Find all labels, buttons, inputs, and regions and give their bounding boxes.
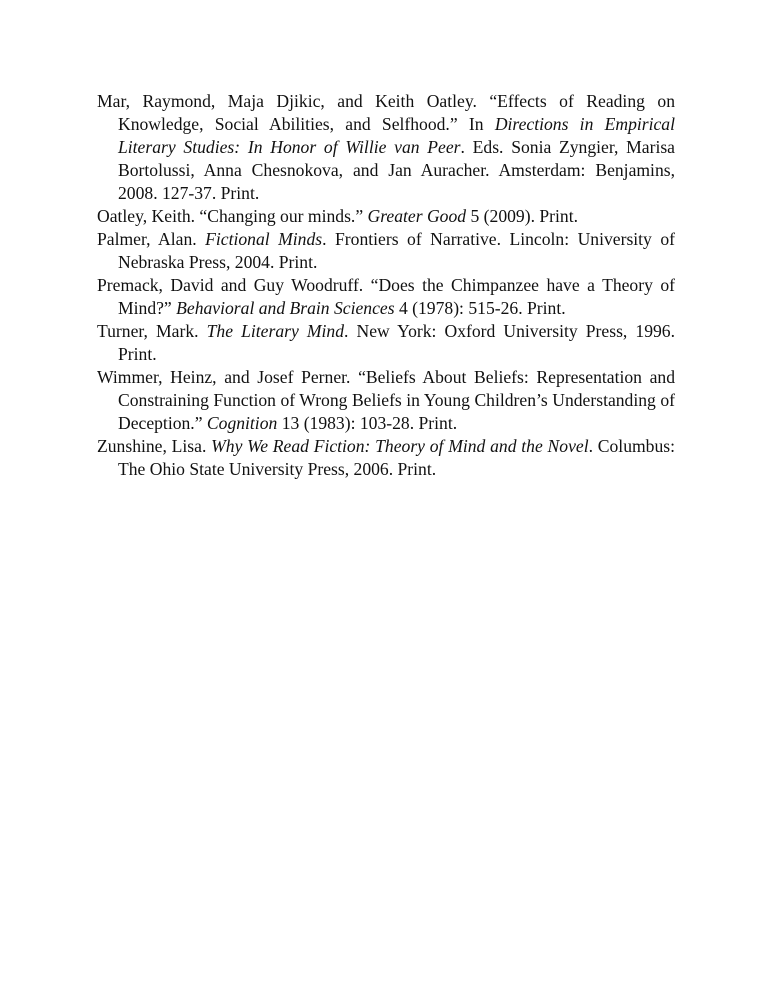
reference-text: 13 (1983): 103-28. Print. bbox=[277, 413, 458, 433]
reference-entry-mar bbox=[97, 90, 675, 205]
reference-text: . Frontiers of Narrative. Lincoln: University of Nebraska Press, 2004. Print. bbox=[118, 229, 676, 272]
reference-text: Premack, David and Guy Woodruff. “Does the Chimpanzee have a Theory of Mind?” bbox=[97, 275, 675, 318]
reference-text: Wimmer, Heinz, and Josef Perner. “Beliefs About Beliefs: Representation and Constraining Function of Wrong Beliefs in Young Children’s Understanding of Deception.” bbox=[97, 367, 675, 433]
reference-text: Oatley, Keith. “Changing our minds.” bbox=[97, 206, 368, 226]
reference-entry-turner bbox=[97, 320, 675, 366]
reference-text: 5 (2009). Print. bbox=[466, 206, 578, 226]
reference-title: Greater Good bbox=[367, 206, 467, 226]
reference-entry-palmer bbox=[97, 228, 675, 274]
reference-text: . New York: Oxford University Press, 1996. Print. bbox=[118, 321, 675, 364]
reference-entry-oatley bbox=[97, 205, 675, 228]
reference-text: Turner, Mark. bbox=[97, 321, 207, 341]
reference-entry-wimmer bbox=[97, 366, 675, 435]
reference-title: The Literary Mind bbox=[206, 321, 344, 341]
reference-entry-premack bbox=[97, 274, 675, 320]
reference-title: Behavioral and Brain Sciences bbox=[176, 298, 395, 318]
reference-title: Fictional Minds bbox=[205, 229, 323, 249]
reference-text: 4 (1978): 515-26. Print. bbox=[394, 298, 566, 318]
works-cited-list bbox=[97, 90, 675, 481]
reference-title: Why We Read Fiction: Theory of Mind and the Novel bbox=[211, 436, 589, 456]
reference-title: Directions in Empirical Literary Studies: In Honor of Willie van Peer bbox=[118, 114, 675, 157]
reference-text: Zunshine, Lisa. bbox=[97, 436, 212, 456]
reference-entry-zunshine bbox=[97, 435, 675, 481]
reference-text: Mar, Raymond, Maja Djikic, and Keith Oatley. “Effects of Reading on Knowledge, Social Abilities, and Selfhood.” In bbox=[97, 91, 675, 134]
reference-title: Cognition bbox=[206, 413, 278, 433]
reference-text: Palmer, Alan. bbox=[97, 229, 206, 249]
reference-text: . Columbus: The Ohio State University Press, 2006. Print. bbox=[118, 436, 676, 479]
reference-text: . Eds. Sonia Zyngier, Marisa Bortolussi, Anna Chesnokova, and Jan Auracher. Amsterdam: Benjamins, 2008. 127-37. Print. bbox=[118, 137, 675, 203]
